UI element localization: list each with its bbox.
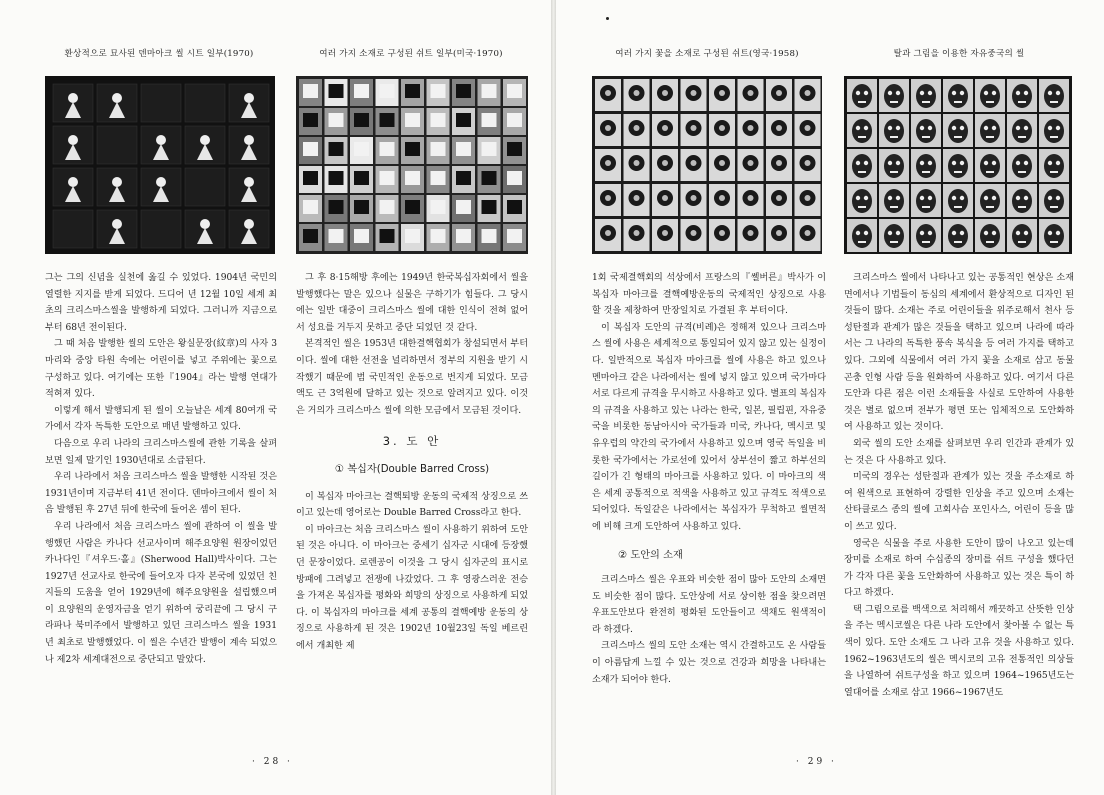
- paragraph: 이렇게 해서 발행되게 된 씰이 오늘날은 세계 80여개 국가에서 각자 독특한 도안으로 매년 발행하고 있다.: [45, 405, 277, 433]
- paragraph: 그는 그의 신념을 실천에 옮길 수 있었다. 1904년 국민의 열렬한 지지를 받게 되었다. 드디어 년 12월 10일 세계 최초의 크리스마스씰을 발행하게 되었다. 그러니까 지금으로부터 68년 전이된다.: [45, 273, 277, 333]
- paragraph: 이 마아크는 처음 크리스마스 씰이 사용하기 위하여 도안된 것은 아니다. 이 마아크는 중세기 십자군 시대에 등장했던 문장이었다. 로렌공이 이것을 그 당시 십자군의 표시로 방패에 그려넣고 전쟁에 나갔었다. 그 후 영광스러운 전승을 가져온 복십자를 평화와 희망의 상징으로 사용하게 되었다. 이 복십자의 마아크를 세계 공통의 결핵예방 운동의 상징으로 사용하게 된 것은 1902년 10월23일 독일 베르린에서 개최한 제: [296, 524, 528, 651]
- paragraph: 1회 국제결핵회의 석상에서 프랑스의『쎌버른』박사가 이 복십자 마아크를 결핵예방운동의 국제적인 상징으로 사용할 것을 제창하여 만장일치로 가결된 후 부터이다.: [592, 273, 826, 317]
- subsection-heading: ② 도안의 소재: [618, 549, 683, 561]
- paragraph: 미국의 경우는 성탄절과 관계가 있는 것을 주소재로 하여 원색으로 표현하여 강렬한 인상을 주고 있으며 소재는 산타클로스 종의 씰에 고회사슴 포인사스, 어린이 등을 많이 쓰고 있다.: [844, 472, 1074, 532]
- paragraph: 외국 씰의 도안 소재를 살펴보면 우리 인간과 관계가 있는 것은 다 사용하고 있다.: [844, 438, 1074, 466]
- photo-caption: 여러 가지 꽃을 소재로 구성된 쉬트(영국·1958): [615, 49, 799, 59]
- paragraph: 이 복십자 마아크는 결핵퇴방 운동의 국제적 상징으로 쓰이고 있는데 영어로는 Double Barred Cross라고 한다.: [296, 491, 528, 519]
- paragraph: 다음으로 우리 나라의 크리스마스씰에 관한 기록을 살펴보면 일제 말기인 1930년대로 소급된다.: [45, 438, 277, 466]
- page-number: · 29 ·: [796, 757, 837, 767]
- paragraph: 이 복십자 도안의 규격(비례)은 정해져 있으나 크리스마스 씰에 사용은 세계적으로 통일되어 있지 않고 있는 실정이다. 일반적으로 복십자 마아크를 씰에 사용은 하고 있으나 멘마아크 같은 나라에서는 씰에 넣지 않고 있으며 국가마다 서로 다르게 규격을 무시하고 사용하고 있다. 별표의 복십자의 규격을 사용하고 있는 나라는 한국, 일본, 필립핀, 자유중국을 비롯한 동남아시아 국가들과 미국, 카나다, 멕시코 및 유우럽의 약간의 국가에서 사용하고 있으며 영국 독일을 비롯한 국가에서는 가로선에 있어서 상부선이 짧고 하부선의 길이가 긴 형태의 마아크를 사용하고 있다. 이 마아크의 색은 세계 공통적으로 적색을 사용하고 있고 규격도 적색으로 되어있다. 독일같은 나라에서는 복십자가 무척하고 씰면적에 비해 크게 도안하여 사용하고 있다.: [592, 322, 826, 532]
- seal-sheet-photo-uk: [592, 76, 822, 254]
- page-number: · 28 ·: [252, 757, 293, 767]
- text-column-left-2: [296, 270, 528, 750]
- text-column-right-1: [592, 270, 826, 750]
- seal-sheet-photo-taiwan: [844, 76, 1072, 254]
- seal-sheet-photo-denmark: [45, 76, 275, 254]
- paragraph: 그 때 처음 발행한 씰의 도안은 왕실문장(紋章)의 사자 3마리와 중앙 타원 속에는 어린이를 넣고 주위에는 꽃으로 구성하고 있다. 여기에는 또한『1904』라는 발행 연대가 적혀져 있다.: [45, 339, 277, 400]
- photo-caption: 여러 가지 소재로 구성된 쉬트 일부(미국·1970): [319, 49, 503, 59]
- paragraph: 그 후 8·15해방 후에는 1949년 한국복십자회에서 씰을 발행했다는 말은 있으나 실물은 구하기가 힘들다. 그 당시에는 일반 대중이 크리스마스 씰에 대한 인식이 전혀 없어서 성요를 거두지 못하고 중단 되었던 것 같다.: [296, 273, 528, 333]
- text-column-right-2: [844, 270, 1074, 750]
- paragraph: 영국은 식물을 주로 사용한 도안이 많이 나오고 있는데 장미를 소재로 하여 수십종의 장미를 쉬트 구성을 했다던가 각자 다른 꽃을 도안화하여 사용하고 있는 것은 특이 하다고 하겠다.: [844, 538, 1074, 599]
- text-column-left-1: [45, 270, 277, 750]
- left-page: [0, 0, 551, 795]
- paragraph: 크리스마스 씰의 도안 소재는 역시 간결하고도 온 사람들이 아름답게 느낄 수 있는 것으로 건강과 희망을 나타내는 소재가 되어야 한다.: [592, 641, 826, 685]
- paragraph: 크리스마스 씰은 우표와 비슷한 점이 많아 도안의 소재면도 비슷한 점이 많다. 도안상에 서로 상이한 점을 찾으려면 우표도안보다 완전히 평화된 도안들이고 색채도 원색적이라 하겠다.: [592, 575, 826, 635]
- paragraph: 크리스마스 씰에서 나타나고 있는 공통적인 현상은 소재면에서나 기법들이 동심의 세계에서 환상적으로 디자인 된 것들이 많다. 소재는 주로 어린이들을 위주로해서 천사 등 성탄절과 관계가 많은 것들을 택하고 있으며 나라에 따라서는 그 나라의 독특한 풍속 복식을 등 여러 가지를 택하고 있다. 그외에 식물에서 여러 가지 꽃을 소재로 삼고 동물 곤충 인형 사람 등을 원화하여 사용하고 있다. 여기서 다른 도안과 다른 점은 이런 소재들을 사실로 도안하여 사용한 것은 별로 없으며 전부가 평면 또는 입체적으로 도안화하여 사용하고 있는 것이다.: [844, 273, 1074, 433]
- seal-sheet-photo-usa: [296, 76, 528, 254]
- subsection-heading: ① 복십자(Double Barred Cross): [334, 463, 490, 475]
- speck: [606, 17, 609, 20]
- paragraph: 우리 나라에서 처음 크리스마스 씰에 관하여 이 씰을 발행했던 사람은 카나다 선교사이며 해주요양원 원장이었던 카나다인『셔우드·홀』(Sherwood Hall)박사이다. 그는 1927년 선교사로 한국에 들어오자 다자 본국에 있었던 친지들의 도움을 얻어 1929년에 해주요양원을 설립했으며 이 요양원의 운영자금을 얻기 위하여 궁리끝에 그 당시 구라파나 북미주에서 발행하고 있던 크리스마스 씰을 1931년 최초로 발행했었다. 이 씰은 수년간 발행이 계속 되었으나 제2차 세계대전으로 중단되고 말았다.: [45, 521, 277, 665]
- paragraph: 우리 나라에서 처음 크리스마스 씰을 발행한 시작된 것은 1931년이며 지금부터 41년 전이다. 덴마아크에서 씰이 처음 발행된 후 27년 뒤에 한국에 들어온 셈이 된다.: [45, 472, 277, 516]
- photo-caption: 탈과 그림을 이용한 자유중국의 씰: [893, 49, 1025, 59]
- paragraph: 본격적인 씰은 1953년 대한결핵협회가 창설되면서 부터이다. 씰에 대한 선전을 널리하면서 정부의 지원을 받기 시작했기 때문에 범 국민적인 운동으로 번지게 되었다. 모금액도 근 3억원에 달하고 있는 것으로 알려지고 있다. 이것은 거의가 크리스마스 씰에 의한 모금에서 모금된 것이다.: [296, 339, 528, 416]
- paragraph: 택 그림으로를 백색으로 처리해서 깨끗하고 산뜻한 인상을 주는 멕시코씰은 다른 나라 도안에서 찾아볼 수 없는 특색이 있다. 도안 소재도 그 나라 고유 것을 사용하고 있다. 1962~1963년도의 씰은 멕시코의 고유 전통적인 의상들을 나열하여 쉬트구성을 하고 있으며 1964~1965년도는 열대어를 소재로 삼고 1966~1967년도: [844, 604, 1074, 698]
- photo-caption: 환상적으로 묘사된 덴마아크 씰 시트 일부(1970): [64, 49, 254, 59]
- right-page: [556, 0, 1104, 795]
- section-heading: 3. 도 안: [382, 434, 442, 449]
